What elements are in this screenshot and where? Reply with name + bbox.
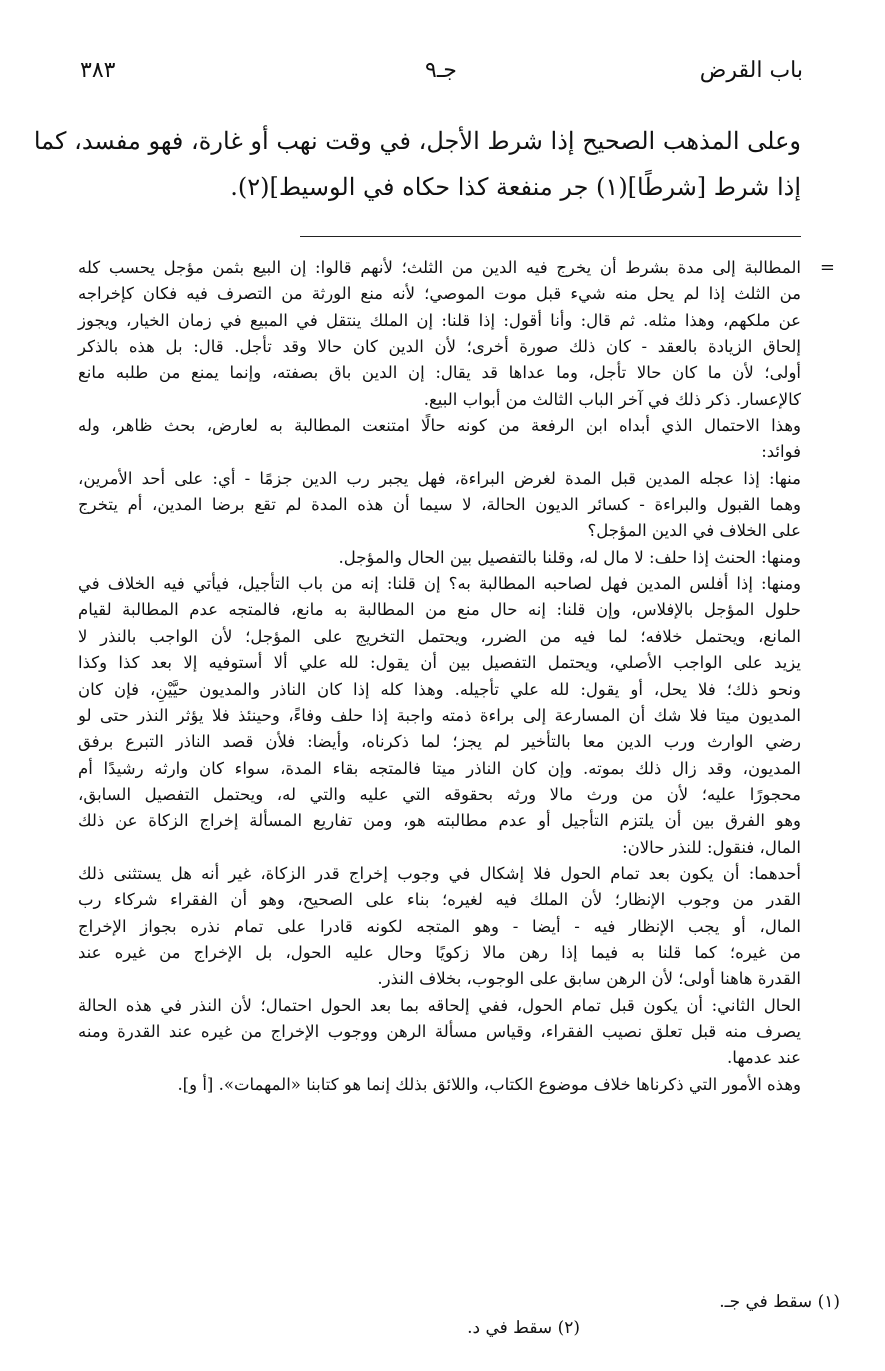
commentary-line: ومنها: إذا أفلس المدين فهل لصاحبه المطالبة به؟ إن قلنا: إنه من باب التأجيل، فيأتي فيه الخلاف في: [78, 574, 801, 594]
commentary-line: حلول المؤجل بالإفلاس، وإن قلنا: إنه حال منع من المطالبة به مانع، فالمتجه عدم المطالبة لقيام: [78, 600, 801, 620]
commentary-line: القدرة هاهنا أولى؛ لأن الرهن سابق على الوجوب، بخلاف النذر.: [377, 969, 801, 989]
commentary-line: المديون، وقد زال ذلك بموته. وإن كان الناذر ميتا فالمتجه بقاء المدة، سواء كان وارثه رشيدًا أم: [78, 758, 801, 778]
commentary-line: وهو الفرق بين أن يلتزم التأجيل أو عدم مطالبته هو، ومن تفاريع المسألة إخراج الزكاة عن ذلك: [78, 811, 801, 831]
main-text-line: وعلى المذهب الصحيح إذا شرط الأجل، في وقت نهب أو غارة، فهو مفسد، كما: [33, 127, 801, 155]
commentary-line: عند عدمها.: [727, 1048, 801, 1068]
footnote-separator: [300, 236, 801, 237]
commentary-line: فوائد:: [761, 442, 801, 462]
commentary-line: المطالبة إلى مدة بشرط أن يخرج فيه الدين من الثلث؛ لأنهم قالوا: إن البيع بثمن مؤجل يحسب كله: [78, 258, 801, 277]
commentary-line: وهذا الاحتمال الذي أبداه ابن الرفعة من كونه حالًا امتنعت المطالبة به لعارض، بحث ظاهر، وله: [78, 416, 801, 436]
commentary-line: الحال الثاني: أن يكون قبل تمام الحول، ففي إلحاقه بما بعد الحول احتمال؛ لأن النذر في هذه الحالة: [78, 995, 801, 1015]
main-text-line: إذا شرط [شرطًا](١) جر منفعة كذا حكاه في الوسيط](٢).: [230, 173, 801, 201]
commentary-line: يصرف منه قبل تعلق نصيب الفقراء، وقياس مسألة الرهن ووجوب الإخراج من غيره عند القدرة ومنه: [78, 1021, 801, 1041]
commentary-line: رضي الوارث ورب الدين معا بالتأخير لم يجز؛ لما ذكرناه، وأيضا: فلأن قصد الناذر التبرع برفق: [78, 732, 801, 752]
commentary-line: أولى؛ لأن ما كان حالا تأجل، وما عداها قد يقال: إن الدين باق بصفته، وإنما يمنع من طلبه مانع: [78, 363, 801, 383]
main-text: [33, 118, 801, 210]
commentary-line: من الثلث إذا لم يحل منه شيء قبل موت الموصي؛ لأنه منع الورثة من التصرف فيه فكان كإخراجه: [78, 284, 801, 304]
commentary-line: على الخلاف في الدين المؤجل؟: [587, 521, 801, 541]
commentary-line: كالإعسار. ذكر ذلك في آخر الباب الثالث من أبواب البيع.: [423, 389, 801, 409]
page-number: ٣٨٣: [80, 58, 116, 83]
continuation-marker: =: [819, 257, 835, 278]
commentary-line: المانع، ويحتمل خلافه؛ لما فيه من الضرر، ويحتمل التخريج على المؤجل؛ لأن الواجب بالنذر لا: [78, 626, 801, 646]
volume-label: جـ٩: [425, 58, 457, 83]
commentary-line: وهما القبول والبراءة - كسائر الديون الحالة، لا سيما أن هذه المدة لم تقع برضا المدين، أم يتخرج: [78, 495, 801, 515]
footnote-2: (٢) سقط في د.: [467, 1318, 580, 1338]
commentary-line: القدر من وجوب الإنظار؛ لأن الملك فيه لغيره؛ بناء على الصحيح، وهو أن الفقراء شركاء رب: [78, 890, 801, 910]
running-header-title: باب القرض: [699, 58, 803, 83]
footnote-1: (١) سقط في جـ.: [719, 1292, 840, 1312]
commentary-line: المال، فنقول: للنذر حالان:: [622, 837, 801, 857]
commentary-line: وهذه الأمور التي ذكرناها خلاف موضوع الكتاب، واللائق بذلك إنما هو كتابنا «المهمات». [أ و].: [177, 1074, 801, 1094]
commentary-line: ونحو ذلك؛ فلا يحل، أو يقول: لله علي تأجيله. وهذا كله إذا كان الناذر والمديون حيَّيْنِ، فإن كان: [78, 679, 801, 699]
commentary-line: ومنها: الحنث إذا حلف: لا مال له، وقلنا بالتفصيل بين الحال والمؤجل.: [338, 547, 801, 567]
commentary-line: منها: إذا عجله المدين قبل المدة لغرض البراءة، فهل يجبر رب الدين جزمًا - أي: على أحد الأمرين،: [78, 468, 801, 488]
commentary-line: المال، أو يجب الإنظار فيه - أيضا - وهو المتجه لكونه قادرا على تمام نذره بجواز الإخراج: [78, 916, 801, 936]
commentary-line: يزيد على الواجب الأصلي، ويحتمل التفصيل بين أن يقول: لله علي ألا أستوفيه إلا بعد كذا وكذا: [78, 653, 801, 673]
commentary-block: [78, 255, 835, 1098]
commentary-line: إلحاق الزيادة بالعقد - كان ذلك صورة أخرى؛ لأن الدين كان حالا وقد تأجل. قال: بل هذه بالذكر: [78, 337, 801, 357]
commentary-line: محجورًا عليه؛ لأن من ورث مالا ورثه بحقوقه التي عليه والتي له، ويحتمل التفصيل السابق،: [78, 784, 801, 804]
commentary-line: المديون ميتا فلا شك أن المسارعة إلى براءة ذمته واجبة إذا حلف وفاءً، وحينئذ فلا يؤثر النذر حتى لو: [78, 705, 801, 725]
commentary-line: عن ملكهم، وهذا مثله. ثم قال: وأنا أقول: إذا قلنا: إن الملك ينتقل في المبيع في زمان الخيار، ويجوز: [78, 310, 801, 330]
commentary-line: من غيره؛ كما قلنا به فيما إذا رهن مالا زكويًا وحال عليه الحول، بل الإخراج من غيره عند: [78, 942, 801, 962]
commentary-line: أحدهما: أن يكون بعد تمام الحول فلا إشكال في وجوب إخراج قدر الزكاة، غير أنه هل يستثنى ذلك: [78, 863, 801, 883]
